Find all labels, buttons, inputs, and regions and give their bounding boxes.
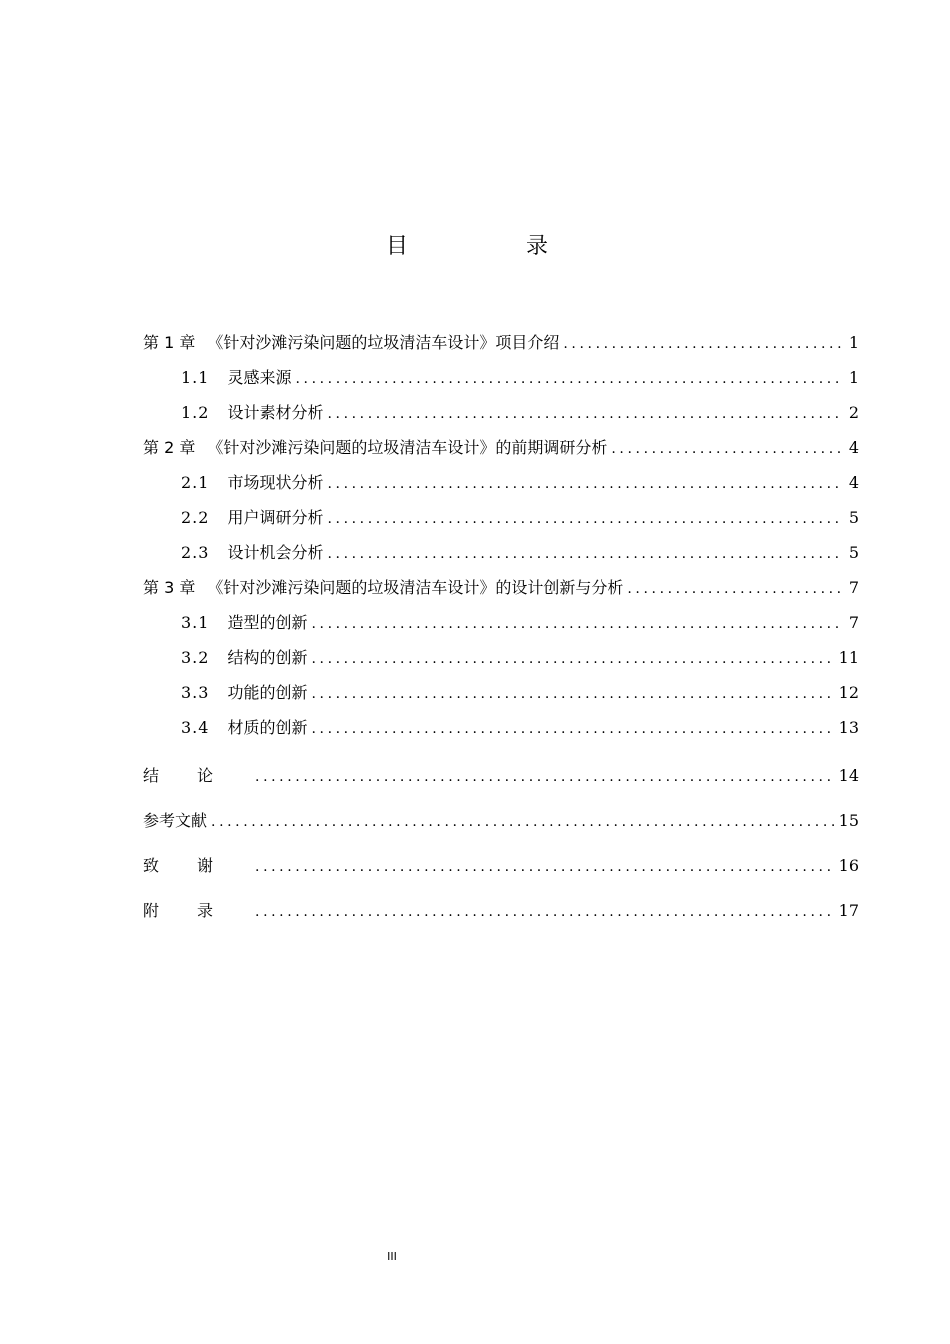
section-number: 2.3 xyxy=(181,543,210,562)
toc-chapter-3[interactable] xyxy=(143,570,859,605)
toc-section-3-1[interactable] xyxy=(143,605,859,640)
page-number: 16 xyxy=(838,856,859,875)
section-title: 灵感来源 xyxy=(227,368,292,387)
back-matter-title: 致谢 xyxy=(143,856,252,875)
dot-leader xyxy=(327,537,841,572)
section-title: 结构的创新 xyxy=(227,648,308,667)
dot-leader xyxy=(255,755,835,800)
toc-section-2-2[interactable] xyxy=(143,500,859,535)
section-title: 造型的创新 xyxy=(227,613,308,632)
section-number: 2.2 xyxy=(181,508,210,527)
page-title: 目 录 xyxy=(385,234,596,259)
dot-leader xyxy=(211,800,835,845)
page-number: 11 xyxy=(838,648,859,667)
section-number: 3.4 xyxy=(181,718,210,737)
page-number: 13 xyxy=(838,718,859,737)
page-number: 4 xyxy=(848,473,859,492)
chapter-number: 第 3 章 xyxy=(143,578,196,597)
chapter-title: 《针对沙滩污染问题的垃圾清洁车设计》项目介绍 xyxy=(207,333,560,352)
back-matter-title: 附录 xyxy=(143,901,252,920)
section-number: 3.1 xyxy=(181,613,210,632)
back-matter-title: 参考文献 xyxy=(143,811,208,830)
section-number: 1.2 xyxy=(181,403,210,422)
toc-references[interactable] xyxy=(143,798,859,843)
toc-section-1-2[interactable] xyxy=(143,395,859,430)
dot-leader xyxy=(311,677,834,712)
toc-section-1-1[interactable] xyxy=(143,360,859,395)
section-title: 材质的创新 xyxy=(227,718,308,737)
toc-section-3-3[interactable] xyxy=(143,675,859,710)
page-number: 1 xyxy=(848,333,859,352)
page-footer-number: III xyxy=(387,1250,397,1263)
dot-leader xyxy=(611,432,841,467)
toc-section-2-1[interactable] xyxy=(143,465,859,500)
page-number: 5 xyxy=(848,543,859,562)
dot-leader xyxy=(327,502,841,537)
dot-leader xyxy=(255,890,835,935)
toc-conclusion[interactable] xyxy=(143,753,859,798)
section-title: 用户调研分析 xyxy=(227,508,324,527)
toc-section-3-2[interactable] xyxy=(143,640,859,675)
dot-leader xyxy=(327,467,841,502)
section-title: 市场现状分析 xyxy=(227,473,324,492)
dot-leader xyxy=(295,362,841,397)
section-number: 3.2 xyxy=(181,648,210,667)
section-title: 设计机会分析 xyxy=(227,543,324,562)
toc-section-3-4[interactable] xyxy=(143,710,859,745)
toc-chapter-1[interactable] xyxy=(143,325,859,360)
page-number: 2 xyxy=(848,403,859,422)
page-number: 14 xyxy=(838,766,859,785)
section-number: 3.3 xyxy=(181,683,210,702)
dot-leader xyxy=(627,572,841,607)
page-number: 5 xyxy=(848,508,859,527)
chapter-title: 《针对沙滩污染问题的垃圾清洁车设计》的设计创新与分析 xyxy=(207,578,624,597)
page-number: 1 xyxy=(848,368,859,387)
back-matter-title: 结论 xyxy=(143,766,252,785)
page-number: 15 xyxy=(838,811,859,830)
toc-section-2-3[interactable] xyxy=(143,535,859,570)
chapter-number: 第 1 章 xyxy=(143,333,196,352)
page-number: 4 xyxy=(848,438,859,457)
page-number: 7 xyxy=(848,613,859,632)
toc-appendix[interactable] xyxy=(143,888,859,933)
dot-leader xyxy=(327,397,841,432)
page-number: 17 xyxy=(838,901,859,920)
page-number: 7 xyxy=(848,578,859,597)
chapter-title: 《针对沙滩污染问题的垃圾清洁车设计》的前期调研分析 xyxy=(207,438,608,457)
dot-leader xyxy=(563,327,841,362)
dot-leader xyxy=(311,712,834,747)
section-title: 功能的创新 xyxy=(227,683,308,702)
toc-acknowledgements[interactable] xyxy=(143,843,859,888)
section-number: 2.1 xyxy=(181,473,210,492)
section-title: 设计素材分析 xyxy=(227,403,324,422)
dot-leader xyxy=(311,642,834,677)
page-number: 12 xyxy=(838,683,859,702)
chapter-number: 第 2 章 xyxy=(143,438,196,457)
section-number: 1.1 xyxy=(181,368,210,387)
dot-leader xyxy=(255,845,835,890)
dot-leader xyxy=(311,607,841,642)
table-of-contents xyxy=(143,325,859,933)
toc-chapter-2[interactable] xyxy=(143,430,859,465)
